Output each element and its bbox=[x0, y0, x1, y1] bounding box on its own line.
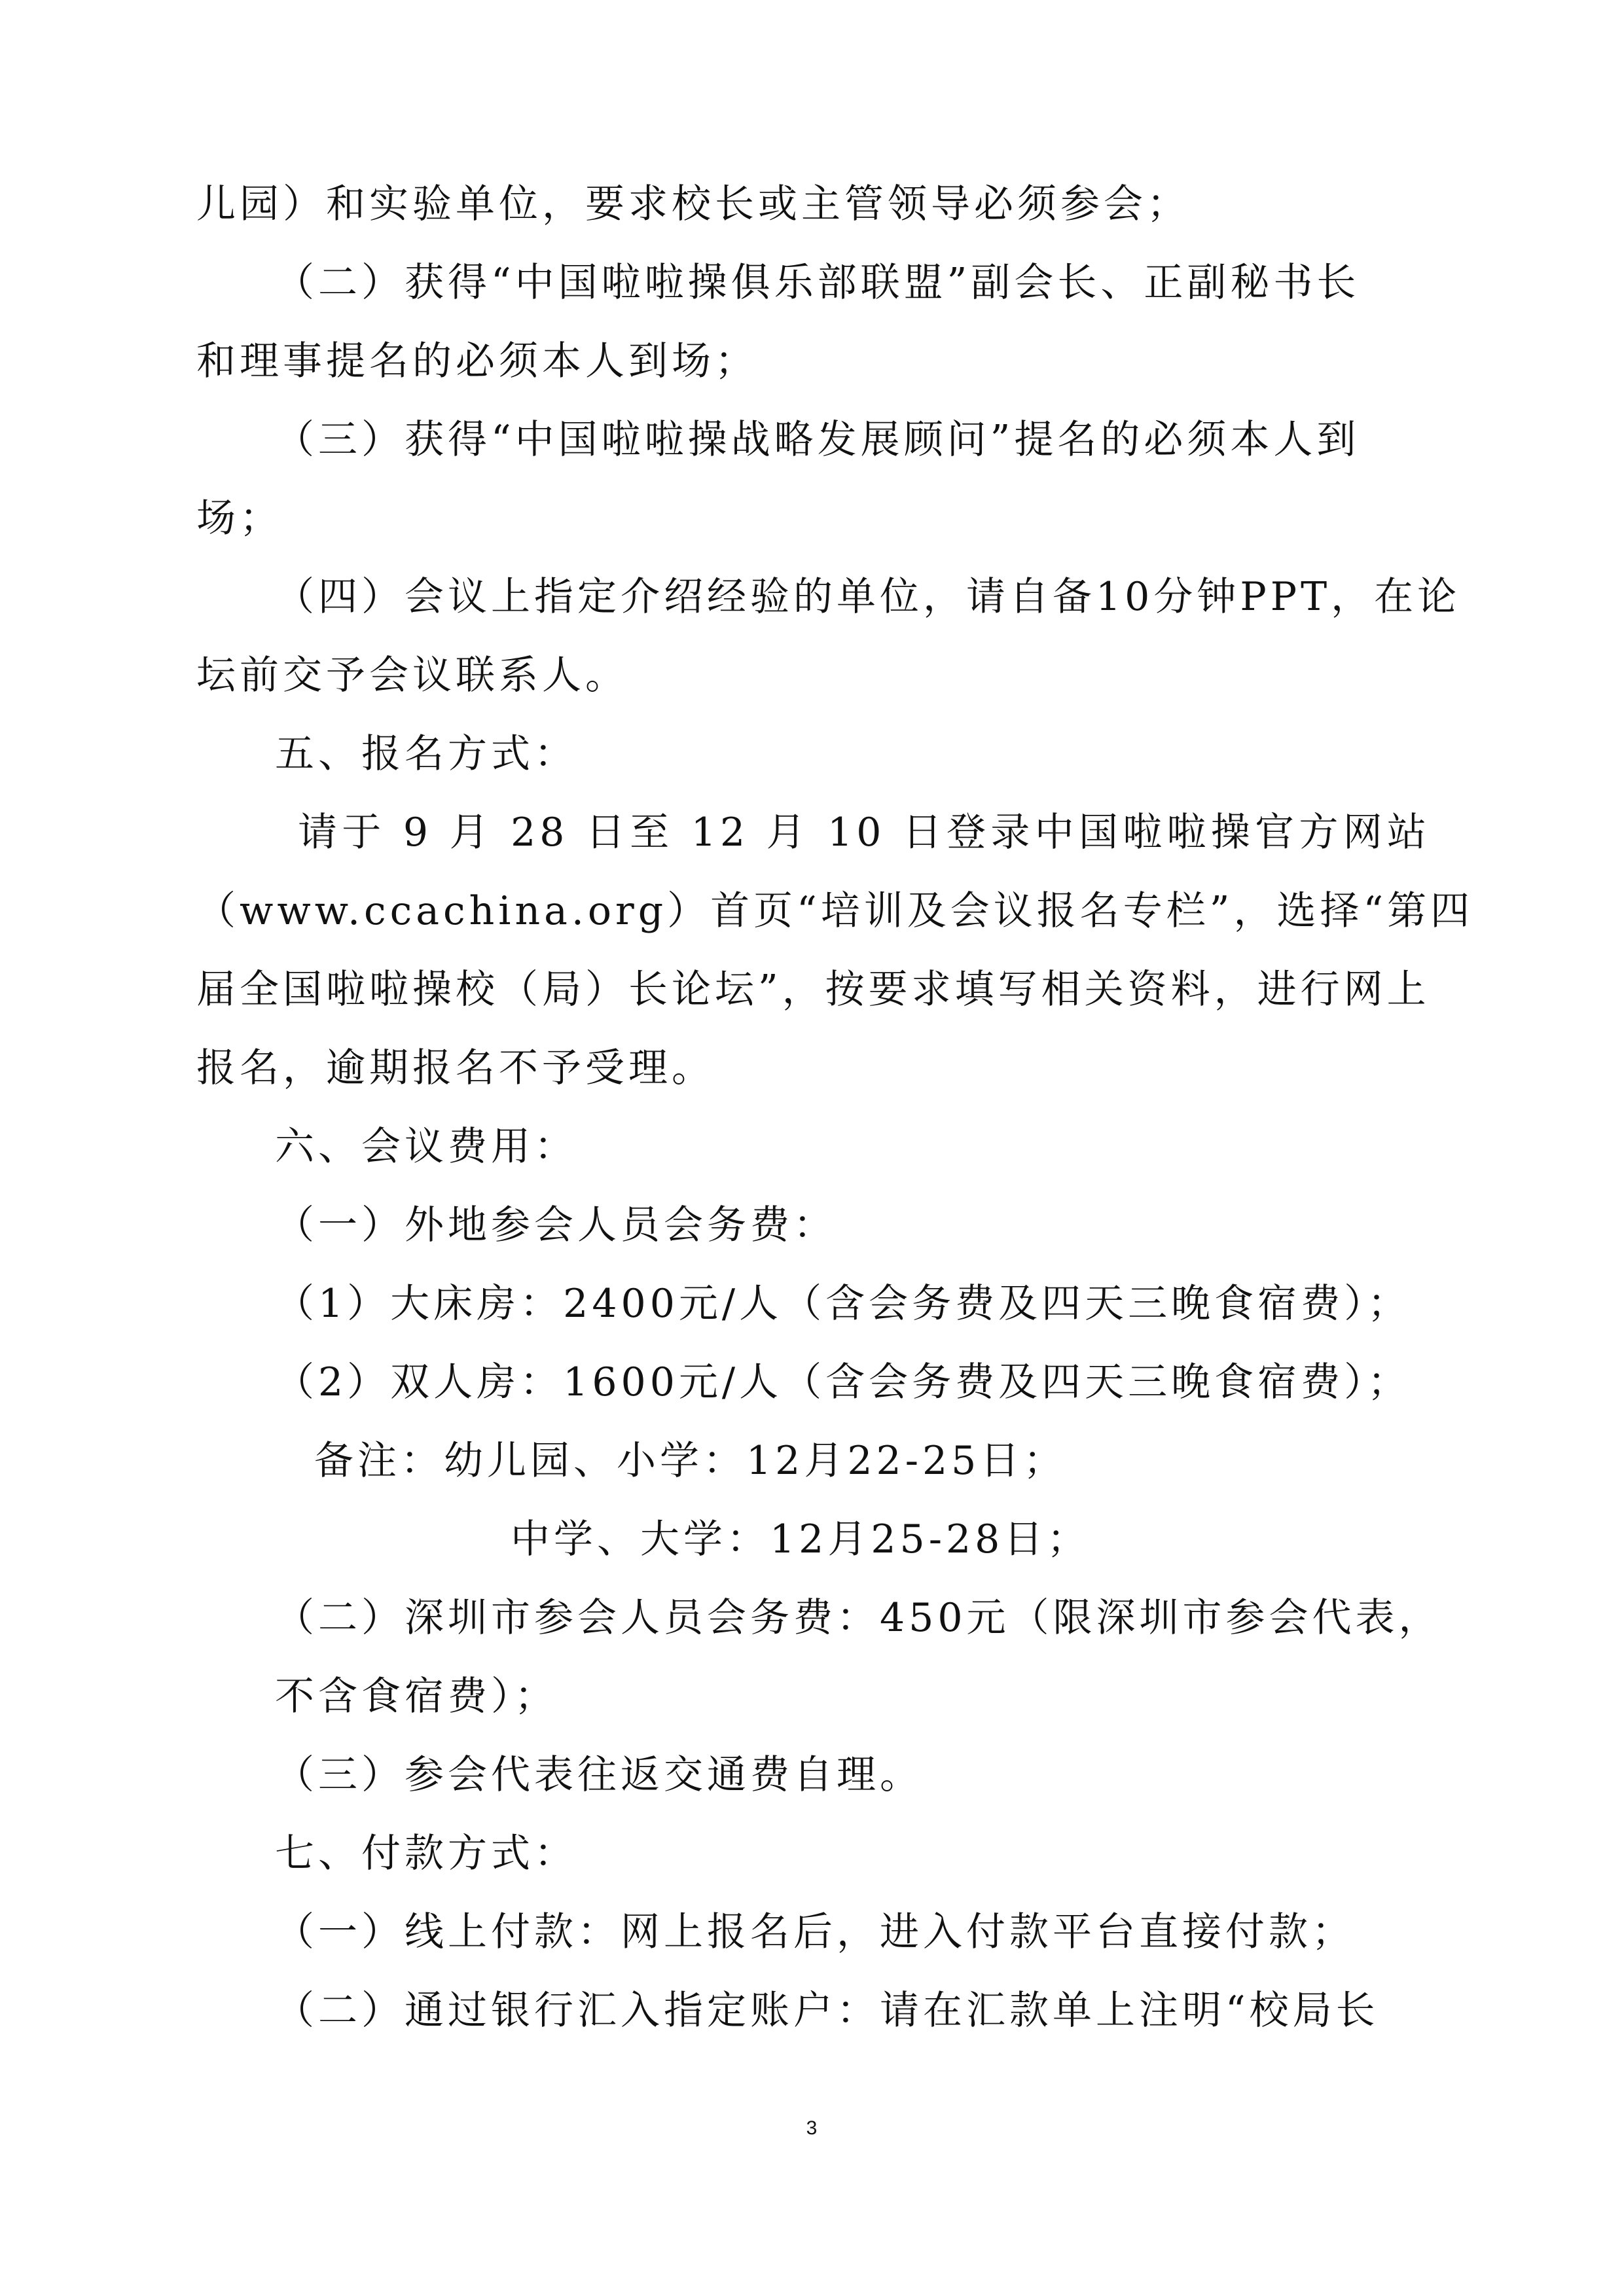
text-line: 请于 9 月 28 日至 12 月 10 日登录中国啦啦操官方网站 bbox=[298, 810, 1430, 855]
page-number: 3 bbox=[806, 2117, 818, 2139]
text-line: （二）获得“中国啦啦操俱乐部联盟”副会长、正副秘书长 bbox=[275, 260, 1360, 306]
text-line: 坛前交予会议联系人。 bbox=[196, 653, 628, 698]
text-line: 不含食宿费）； bbox=[275, 1674, 558, 1719]
text-line: （www.ccachina.org）首页“培训及会议报名专栏”，选择“第四 bbox=[196, 888, 1474, 934]
text-line: 和理事提名的必须本人到场； bbox=[196, 338, 758, 384]
text-line: （二）深圳市参会人员会务费：450元（限深圳市参会代表， bbox=[275, 1595, 1442, 1641]
text-line: 报名，逾期报名不予受理。 bbox=[196, 1045, 715, 1091]
text-line: 届全国啦啦操校（局）长论坛”，按要求填写相关资料，进行网上 bbox=[196, 967, 1430, 1013]
text-line: 中学、大学：12月25-28日； bbox=[511, 1516, 1091, 1562]
text-line: （2）双人房：1600元/人（含会务费及四天三晚食宿费）； bbox=[275, 1359, 1411, 1405]
text-line: （四）会议上指定介绍经验的单位，请自备10分钟PPT，在论 bbox=[275, 574, 1461, 620]
text-line: 儿园）和实验单位，要求校长或主管领导必须参会； bbox=[196, 181, 1190, 227]
section-heading: 七、付款方式： bbox=[275, 1831, 577, 1876]
text-line: （一）线上付款：网上报名后，进入付款平台直接付款； bbox=[275, 1909, 1355, 1955]
text-line: 场； bbox=[196, 495, 283, 541]
section-heading: 五、报名方式： bbox=[275, 731, 577, 777]
text-line: （一）外地参会人员会务费： bbox=[275, 1202, 837, 1248]
section-heading: 六、会议费用： bbox=[275, 1124, 577, 1170]
text-line: （三）获得“中国啦啦操战略发展顾问”提名的必须本人到 bbox=[275, 417, 1360, 463]
text-line: 备注：幼儿园、小学：12月22-25日； bbox=[314, 1438, 1067, 1484]
text-line: （三）参会代表往返交通费自理。 bbox=[275, 1752, 923, 1798]
text-line: （1）大床房：2400元/人（含会务费及四天三晚食宿费）； bbox=[275, 1281, 1411, 1327]
text-line: （二）通过银行汇入指定账户：请在汇款单上注明“校局长 bbox=[275, 1988, 1379, 2034]
